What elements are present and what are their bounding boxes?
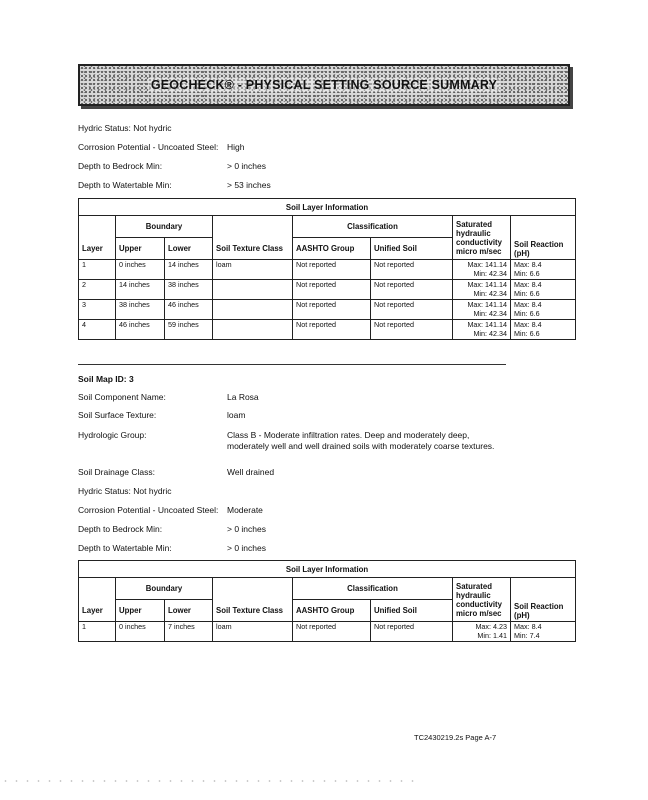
- lower-lower: 59 inches: [168, 320, 199, 329]
- reaction-cell: [511, 260, 576, 280]
- texture-cell: [213, 280, 293, 300]
- aashto-aashto: Not reported: [296, 320, 336, 329]
- unified-cell: [371, 320, 453, 340]
- lower-cell: [165, 320, 213, 340]
- aashto-aashto: Not reported: [296, 300, 336, 309]
- unified-cell: [371, 280, 453, 300]
- texture-cell: [213, 300, 293, 320]
- layer-cell: [79, 622, 116, 642]
- boundary-header: Boundary: [116, 578, 213, 600]
- aashto-header: AASHTO Group: [293, 600, 371, 622]
- conductivity-k-max: Max: 141.14: [467, 280, 507, 289]
- upper-upper: 38 inches: [119, 300, 150, 309]
- aashto-cell: [293, 320, 371, 340]
- texture-header: Soil Texture Class: [213, 600, 293, 622]
- aashto-aashto: Not reported: [296, 622, 336, 631]
- upper-cell: [116, 622, 165, 642]
- banner-title: GEOCHECK® - PHYSICAL SETTING SOURCE SUMMARY: [148, 78, 500, 92]
- conductivity-cell: [453, 260, 511, 280]
- table-title: Soil Layer Information: [79, 199, 576, 216]
- layer-cell: [79, 280, 116, 300]
- table-row: [79, 280, 576, 300]
- corrosion-label: Corrosion Potential - Uncoated Steel:: [78, 142, 219, 152]
- conductivity-k-max: Max: 141.14: [467, 320, 507, 329]
- page-banner: [78, 64, 570, 106]
- reaction-ph-max: Max: 8.4: [514, 622, 542, 631]
- conductivity-k-min: Min: 1.41: [477, 630, 507, 640]
- texture-texture: loam: [216, 260, 232, 269]
- drainage-label: Soil Drainage Class:: [78, 467, 156, 477]
- unified-cell: [371, 260, 453, 280]
- watertable-label: Depth to Watertable Min:: [78, 180, 172, 190]
- table-title: Soil Layer Information: [79, 561, 576, 578]
- lower-cell: [165, 260, 213, 280]
- page-footer: TC2430219.2s Page A-7: [414, 733, 497, 742]
- unified-unified: Not reported: [374, 280, 414, 289]
- texture-texture: loam: [216, 622, 232, 631]
- aashto-aashto: Not reported: [296, 280, 336, 289]
- layer-cell: [79, 320, 116, 340]
- soil-layer-table-2: [78, 560, 576, 642]
- classification-header: Classification: [293, 578, 453, 600]
- reaction-ph-max: Max: 8.4: [514, 320, 542, 329]
- corrosion-label-2: Corrosion Potential - Uncoated Steel:: [78, 505, 219, 515]
- upper-cell: [116, 280, 165, 300]
- section-divider: [78, 364, 506, 365]
- texture-cell: [213, 320, 293, 340]
- watertable-label-2: Depth to Watertable Min:: [78, 543, 172, 553]
- scan-noise: [0, 778, 420, 784]
- upper-cell: [116, 320, 165, 340]
- conductivity-cell: [453, 300, 511, 320]
- texture-header: Soil Texture Class: [213, 238, 293, 260]
- reaction-cell: [511, 300, 576, 320]
- reaction-ph-max: Max: 8.4: [514, 300, 542, 309]
- hydric-status-2: Hydric Status: Not hydric: [78, 486, 172, 496]
- reaction-cell: [511, 280, 576, 300]
- upper-upper: 46 inches: [119, 320, 150, 329]
- surface-texture-value: loam: [227, 410, 246, 420]
- upper-upper: 14 inches: [119, 280, 150, 289]
- lower-header: Lower: [165, 238, 213, 260]
- conductivity-k-max: Max: 4.23: [475, 622, 507, 631]
- layer-layer: 4: [82, 320, 86, 329]
- layer-header: Layer: [79, 238, 116, 260]
- corrosion-value: High: [227, 142, 245, 152]
- unified-unified: Not reported: [374, 300, 414, 309]
- unified-unified: Not reported: [374, 260, 414, 269]
- unified-unified: Not reported: [374, 320, 414, 329]
- aashto-aashto: Not reported: [296, 260, 336, 269]
- layer-layer: 1: [82, 260, 86, 269]
- conductivity-k-max: Max: 141.14: [467, 260, 507, 269]
- saturated-header: Saturated hydraulic conductivity micro m/sec: [453, 216, 511, 260]
- conductivity-k-min: Min: 42.34: [473, 288, 507, 298]
- layer-header: Layer: [79, 600, 116, 622]
- upper-upper: 0 inches: [119, 622, 146, 631]
- upper-header: Upper: [116, 600, 165, 622]
- component-value: La Rosa: [227, 392, 259, 402]
- lower-lower: 14 inches: [168, 260, 199, 269]
- bedrock-value: > 0 inches: [227, 161, 266, 171]
- conductivity-k-min: Min: 42.34: [473, 308, 507, 318]
- upper-cell: [116, 300, 165, 320]
- bedrock-label-2: Depth to Bedrock Min:: [78, 524, 163, 534]
- reaction-header: Soil Reaction (pH): [511, 216, 576, 260]
- reaction-cell: [511, 622, 576, 642]
- table-row: [79, 320, 576, 340]
- aashto-cell: [293, 300, 371, 320]
- layer-layer: 1: [82, 622, 86, 631]
- lower-lower: 46 inches: [168, 300, 199, 309]
- reaction-ph-max: Max: 8.4: [514, 260, 542, 269]
- reaction-ph-max: Max: 8.4: [514, 280, 542, 289]
- table-row: [79, 260, 576, 280]
- reaction-ph-min: Min: 6.6: [514, 308, 540, 318]
- upper-header: Upper: [116, 238, 165, 260]
- lower-lower: 38 inches: [168, 280, 199, 289]
- aashto-cell: [293, 622, 371, 642]
- lower-cell: [165, 300, 213, 320]
- reaction-ph-min: Min: 6.6: [514, 288, 540, 298]
- upper-cell: [116, 260, 165, 280]
- reaction-ph-min: Min: 6.6: [514, 328, 540, 338]
- lower-header: Lower: [165, 600, 213, 622]
- conductivity-cell: [453, 320, 511, 340]
- texture-cell: [213, 622, 293, 642]
- unified-unified: Not reported: [374, 622, 414, 631]
- conductivity-k-min: Min: 42.34: [473, 268, 507, 278]
- layer-cell: [79, 300, 116, 320]
- unified-cell: [371, 622, 453, 642]
- hydric-status: Hydric Status: Not hydric: [78, 123, 172, 133]
- conductivity-k-max: Max: 141.14: [467, 300, 507, 309]
- boundary-header: Boundary: [116, 216, 213, 238]
- aashto-header: AASHTO Group: [293, 238, 371, 260]
- surface-texture-label: Soil Surface Texture:: [78, 410, 157, 420]
- layer-layer: 2: [82, 280, 86, 289]
- classification-header: Classification: [293, 216, 453, 238]
- corrosion-value-2: Moderate: [227, 505, 263, 515]
- lower-cell: [165, 280, 213, 300]
- table-row: [79, 300, 576, 320]
- hydrologic-label: Hydrologic Group:: [78, 430, 147, 440]
- soil-layer-table-1: [78, 198, 576, 340]
- unified-header: Unified Soil: [371, 238, 453, 260]
- aashto-cell: [293, 260, 371, 280]
- component-label: Soil Component Name:: [78, 392, 166, 402]
- upper-upper: 0 inches: [119, 260, 146, 269]
- saturated-header: Saturated hydraulic conductivity micro m/sec: [453, 578, 511, 622]
- soil-map-id: Soil Map ID: 3: [78, 374, 134, 384]
- layer-cell: [79, 260, 116, 280]
- bedrock-label: Depth to Bedrock Min:: [78, 161, 163, 171]
- conductivity-cell: [453, 622, 511, 642]
- watertable-value-2: > 0 inches: [227, 543, 266, 553]
- reaction-ph-min: Min: 7.4: [514, 630, 540, 640]
- texture-cell: [213, 260, 293, 280]
- reaction-cell: [511, 320, 576, 340]
- reaction-ph-min: Min: 6.6: [514, 268, 540, 278]
- table-row: [79, 622, 576, 642]
- bedrock-value-2: > 0 inches: [227, 524, 266, 534]
- lower-cell: [165, 622, 213, 642]
- watertable-value: > 53 inches: [227, 180, 271, 190]
- drainage-value: Well drained: [227, 467, 275, 477]
- layer-layer: 3: [82, 300, 86, 309]
- reaction-header: Soil Reaction (pH): [511, 578, 576, 622]
- unified-header: Unified Soil: [371, 600, 453, 622]
- hydrologic-value: Class B - Moderate infiltration rates. Deep and moderately deep, moderately well and well drained soils with moderately coarse textures.: [227, 430, 495, 451]
- conductivity-k-min: Min: 42.34: [473, 328, 507, 338]
- conductivity-cell: [453, 280, 511, 300]
- lower-lower: 7 inches: [168, 622, 195, 631]
- aashto-cell: [293, 280, 371, 300]
- unified-cell: [371, 300, 453, 320]
